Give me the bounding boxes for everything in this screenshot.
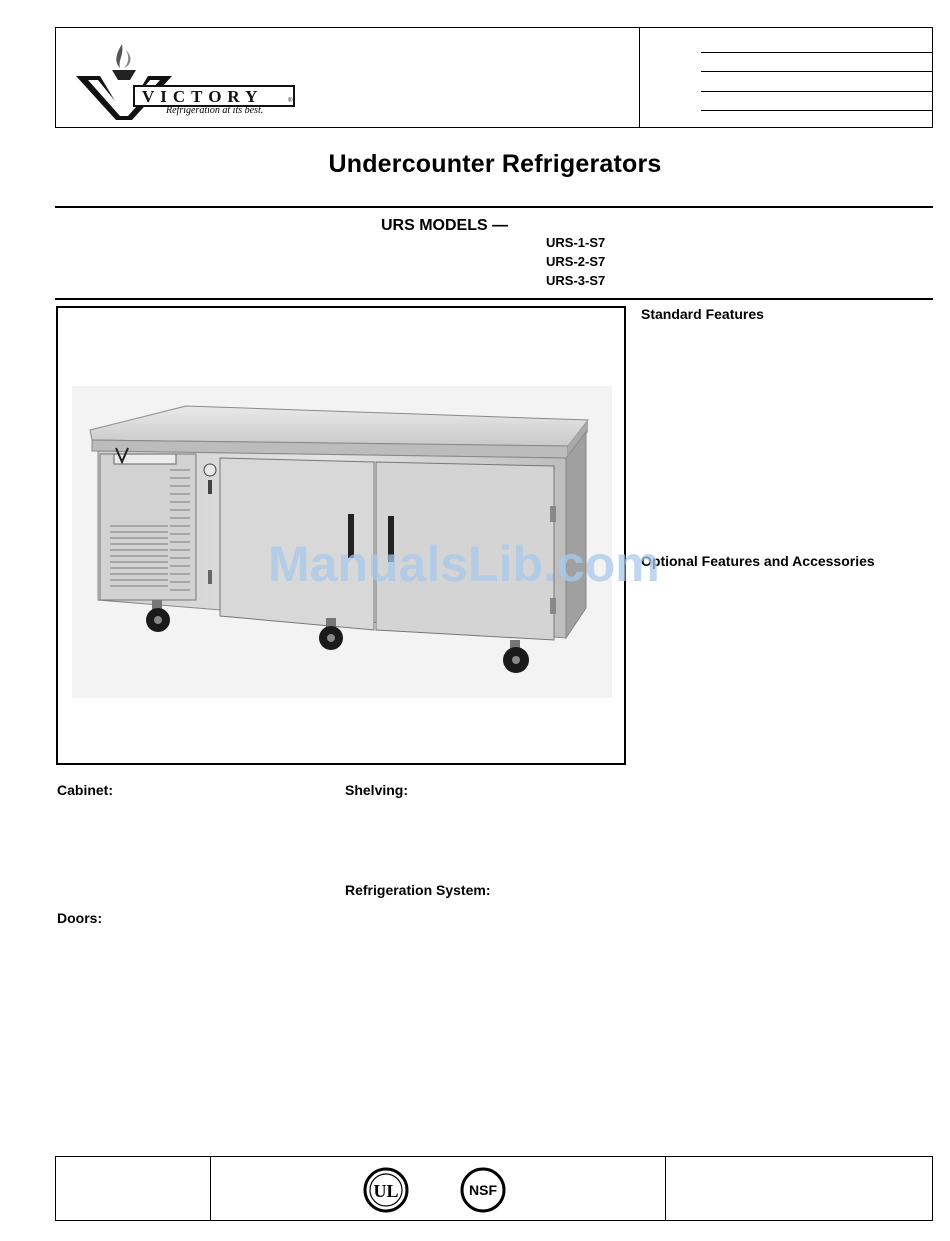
header-divider [639,28,640,127]
models-heading: URS MODELS — [381,217,509,234]
ul-certification-icon [363,1167,409,1213]
header-box [55,27,933,128]
svg-text:NSF: NSF [469,1182,497,1198]
page-title: Undercounter Refrigerators [328,150,662,178]
doors-label: Doors: [57,910,103,926]
form-line-1 [701,52,933,53]
footer-box [55,1156,933,1221]
watermark: ManualsLib.com [268,536,660,592]
refrigeration-label: Refrigeration System: [345,882,491,898]
nsf-certification-icon [460,1167,506,1213]
svg-text:®: ® [288,98,293,104]
model-item: URS-2-S7 [546,254,606,269]
model-item: URS-3-S7 [546,273,606,288]
form-line-3 [701,91,933,92]
brand-text: VICTORY [142,87,264,106]
svg-text:UL: UL [373,1181,399,1201]
footer-divider-left [210,1157,211,1220]
optional-features-heading: Optional Features and Accessories [641,553,875,569]
divider-top [55,206,933,208]
form-line-2 [701,71,933,72]
footer-divider-right [665,1157,666,1220]
form-line-4 [701,110,933,111]
divider-middle [55,298,933,300]
standard-features-heading: Standard Features [641,306,764,322]
cabinet-label: Cabinet: [57,782,113,798]
shelving-label: Shelving: [345,782,409,798]
model-item: URS-1-S7 [546,235,606,250]
logo-tagline: Refrigeration at its best. [166,105,264,116]
